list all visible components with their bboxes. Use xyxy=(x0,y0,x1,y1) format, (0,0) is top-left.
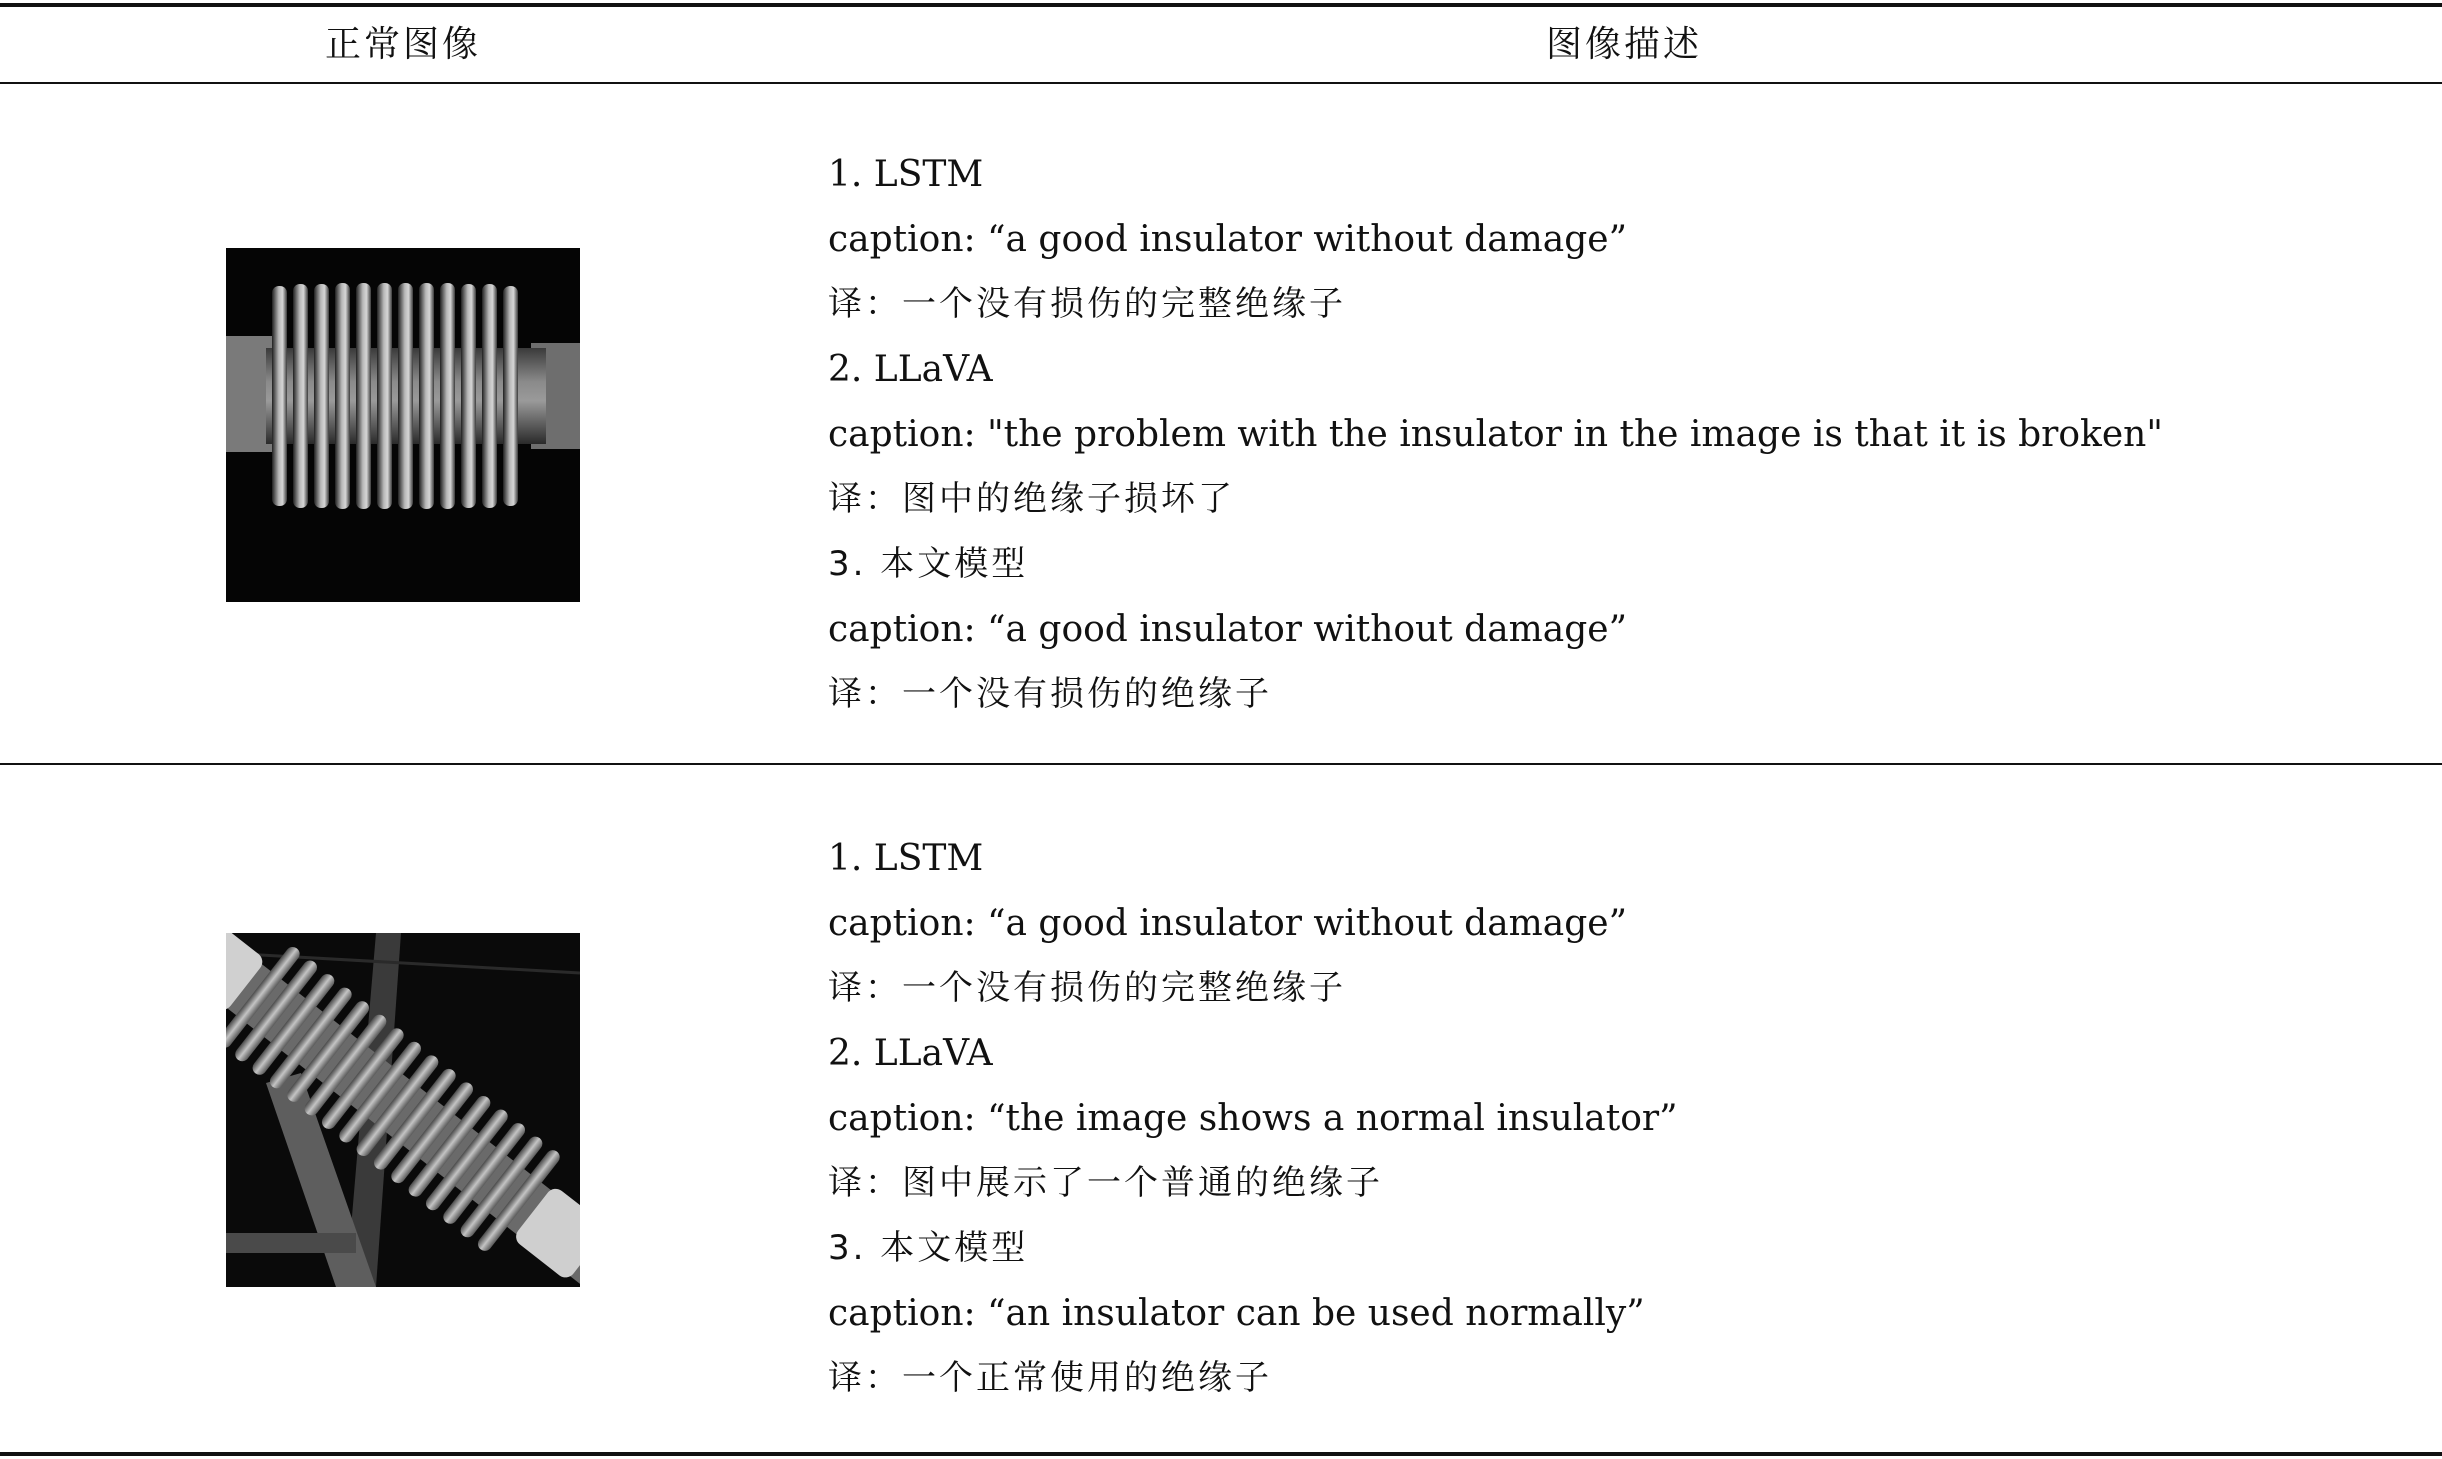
translation-text: 译：一个没有损伤的完整绝缘子 xyxy=(828,968,1346,1008)
caption-text: caption: “the image shows a normal insulator” xyxy=(828,1098,1678,1139)
method-heading-llava: 2. LLaVA xyxy=(828,1033,993,1074)
table-header-rule xyxy=(0,82,2442,84)
description-row-2 xyxy=(828,826,2428,1411)
description-row-1 xyxy=(828,142,2428,727)
caption-text: caption: “a good insulator without damage” xyxy=(828,903,1628,944)
translation-text: 译：图中的绝缘子损坏了 xyxy=(828,479,1235,519)
translation-text: 译：一个正常使用的绝缘子 xyxy=(828,1358,1272,1398)
table-top-rule xyxy=(0,3,2442,7)
caption-text: caption: "the problem with the insulator in the image is that it is broken" xyxy=(828,414,2163,455)
column-header-image-description: 图像描述 xyxy=(1545,24,1702,65)
method-heading-proposed-model: 3. 本文模型 xyxy=(828,1228,1029,1268)
caption-text: caption: “a good insulator without damage” xyxy=(828,609,1628,650)
translation-text: 译：一个没有损伤的完整绝缘子 xyxy=(828,284,1346,324)
caption-text: caption: “a good insulator without damage” xyxy=(828,219,1628,260)
translation-text: 译：一个没有损伤的绝缘子 xyxy=(828,674,1272,714)
caption-text: caption: “an insulator can be used normally” xyxy=(828,1293,1645,1334)
method-heading-llava: 2. LLaVA xyxy=(828,349,993,390)
table-row-separator-rule xyxy=(0,763,2442,765)
insulator-diagonal-photo xyxy=(226,933,580,1287)
column-header-normal-image: 正常图像 xyxy=(324,24,481,65)
insulator-horizontal-photo xyxy=(226,248,580,602)
method-heading-proposed-model: 3. 本文模型 xyxy=(828,544,1029,584)
table-bottom-rule xyxy=(0,1452,2442,1456)
translation-text: 译：图中展示了一个普通的绝缘子 xyxy=(828,1163,1383,1203)
method-heading-lstm: 1. LSTM xyxy=(828,838,984,879)
method-heading-lstm: 1. LSTM xyxy=(828,154,984,195)
